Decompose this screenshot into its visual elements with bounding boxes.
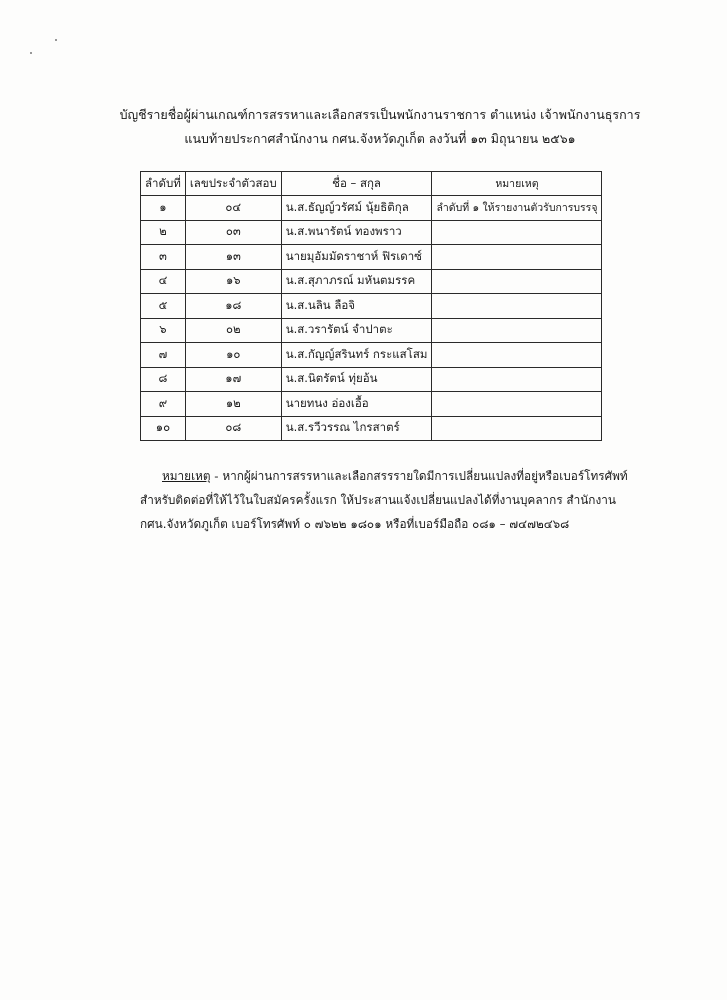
cell-name: นายทนง อ่องเอื้อ <box>281 392 432 417</box>
cell-order: ๑ <box>141 196 186 221</box>
cell-order: ๘ <box>141 367 186 392</box>
cell-note <box>432 294 602 319</box>
cell-order: ๕ <box>141 294 186 319</box>
cell-note: ลำดับที่ ๑ ให้รายงานตัวรับการบรรจุ <box>432 196 602 221</box>
cell-name: น.ส.พนารัตน์ ทองพราว <box>281 220 432 245</box>
cell-name: น.ส.กัญญ์สรินทร์ กระแสโสม <box>281 343 432 368</box>
header-order: ลำดับที่ <box>141 172 186 196</box>
cell-exam-code: ๐๒ <box>185 318 281 343</box>
cell-order: ๓ <box>141 245 186 270</box>
cell-name: น.ส.สุภาภรณ์ มหันตมรรค <box>281 269 432 294</box>
cell-order: ๙ <box>141 392 186 417</box>
cell-name: น.ส.รวีวรรณ ไกรสาตร์ <box>281 416 432 441</box>
cell-exam-code: ๑๓ <box>185 245 281 270</box>
table-row <box>141 367 602 392</box>
cell-note <box>432 367 602 392</box>
cell-exam-code: ๑๒ <box>185 392 281 417</box>
table-row <box>141 416 602 441</box>
table-row <box>141 245 602 270</box>
table-header-row <box>141 172 602 196</box>
cell-exam-code: ๑๘ <box>185 294 281 319</box>
document-title-line2: แนบท้ายประกาศสำนักงาน กศน.จังหวัดภูเก็ต ลงวันที่ ๑๓ มิถุนายน ๒๕๖๑ <box>184 131 576 146</box>
cell-note <box>432 343 602 368</box>
header-name: ชื่อ – สกุล <box>281 172 432 196</box>
table-row <box>141 318 602 343</box>
cell-name: นายมุอัมมัดราชาห์ ฟิรเดาซ์ <box>281 245 432 270</box>
table-row <box>141 269 602 294</box>
remark-text-line1: - หากผู้ผ่านการสรรหาและเลือกสรรรายใดมีการเปลี่ยนแปลงที่อยู่หรือเบอร์โทรศัพท์ <box>210 469 628 483</box>
remark-text-line3: กศน.จังหวัดภูเก็ต เบอร์โทรศัพท์ ๐ ๗๖๒๒ ๑๘๐๑ หรือที่เบอร์มือถือ ๐๘๑ – ๗๔๗๒๔๖๘ <box>140 517 570 531</box>
table-row <box>141 196 602 221</box>
header-exam-code: เลขประจำตัวสอบ <box>185 172 281 196</box>
cell-note <box>432 269 602 294</box>
document-title-line1: บัญชีรายชื่อผู้ผ่านเกณฑ์การสรรหาและเลือกสรรเป็นพนักงานราชการ ตำแหน่ง เจ้าพนักงานธุรการ <box>119 107 641 122</box>
scan-speck <box>55 39 57 41</box>
scan-speck <box>30 52 32 54</box>
cell-name: น.ส.นลิน ลือจิ <box>281 294 432 319</box>
cell-exam-code: ๐๔ <box>185 196 281 221</box>
cell-note <box>432 318 602 343</box>
header-note: หมายเหตุ <box>432 172 602 196</box>
cell-order: ๖ <box>141 318 186 343</box>
cell-name: น.ส.ธัญญ์วรัศม์ นุ้ยธิติกุล <box>281 196 432 221</box>
table-row <box>141 343 602 368</box>
remark-label: หมายเหตุ <box>162 469 211 483</box>
cell-exam-code: ๑๐ <box>185 343 281 368</box>
remark-text-line2: สำหรับติดต่อที่ให้ไว้ในใบสมัครครั้งแรก ให้ประสานแจ้งเปลี่ยนแปลงได้ที่งานบุคลากร สำนักงาน <box>140 493 616 507</box>
candidate-table <box>140 171 602 441</box>
cell-exam-code: ๐๓ <box>185 220 281 245</box>
cell-order: ๔ <box>141 269 186 294</box>
cell-note <box>432 245 602 270</box>
cell-order: ๒ <box>141 220 186 245</box>
cell-exam-code: ๑๖ <box>185 269 281 294</box>
cell-order: ๗ <box>141 343 186 368</box>
remark-note <box>140 464 628 536</box>
cell-note <box>432 220 602 245</box>
cell-name: น.ส.วรารัตน์ จำปาตะ <box>281 318 432 343</box>
table-row <box>141 220 602 245</box>
cell-name: น.ส.นิตรัตน์ ทุ่ยอ้น <box>281 367 432 392</box>
cell-exam-code: ๑๗ <box>185 367 281 392</box>
cell-note <box>432 392 602 417</box>
cell-exam-code: ๐๘ <box>185 416 281 441</box>
remark-line1 <box>140 464 628 488</box>
cell-note <box>432 416 602 441</box>
table-row <box>141 294 602 319</box>
table-row <box>141 392 602 417</box>
cell-order: ๑๐ <box>141 416 186 441</box>
